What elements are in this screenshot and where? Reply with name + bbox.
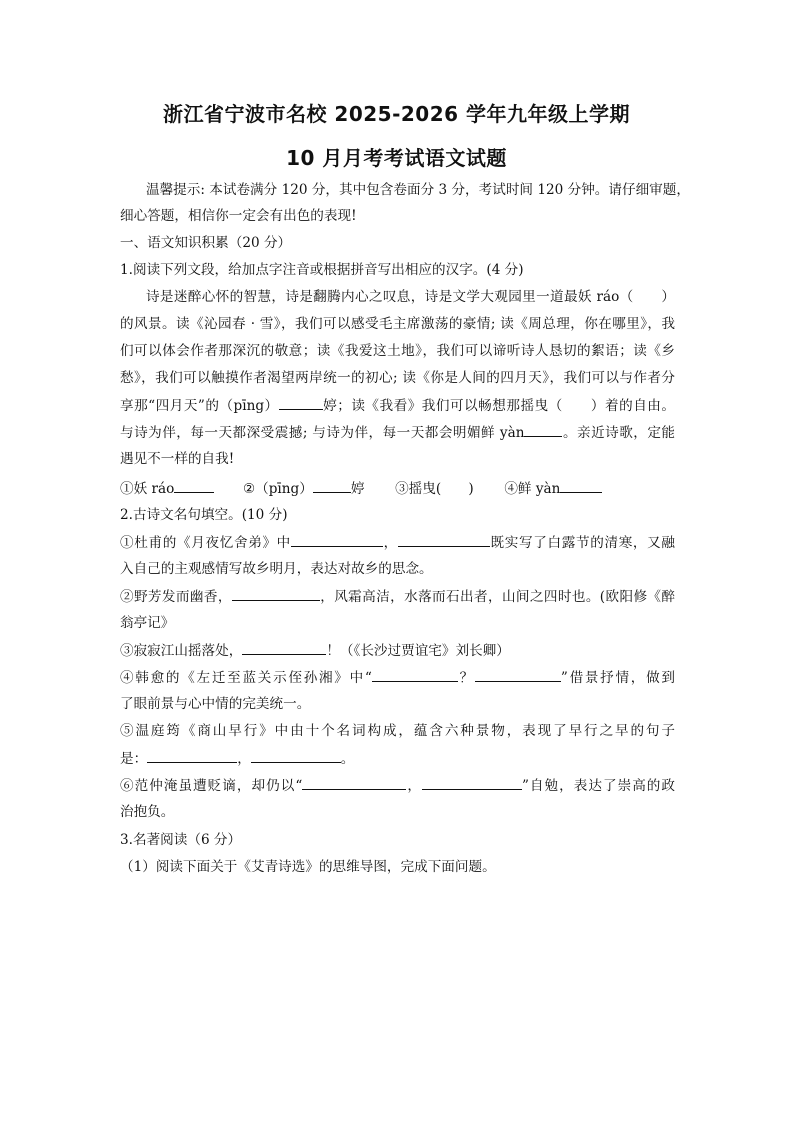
exam-title-line2: 10 月月考考试语文试题 bbox=[286, 146, 507, 170]
fill-text: ③寂寂江山摇落处， bbox=[120, 643, 243, 659]
passage-text: 婷；读《我看》我们可以畅想那摇曳（ ）着的自由。 bbox=[322, 398, 675, 414]
question-prompt: 1.阅读下列文段，给加点字注音或根据拼音写出相应的汉字。(4 分) bbox=[120, 262, 524, 278]
answer-blank[interactable] bbox=[174, 478, 214, 493]
answer-blank[interactable] bbox=[242, 640, 326, 655]
answer-blank[interactable] bbox=[279, 395, 323, 410]
fill-text: ，风霜高洁，水落而石出者，山间之四时也。(欧阳修《醉 bbox=[319, 589, 676, 605]
fill-text: ⑥范仲淹虽遭贬谪，却仍以“ bbox=[120, 778, 303, 794]
passage-line: 的风景。读《沁园春 · 雪》，我们可以感受毛主席激荡的豪情; 读《周总理，你在哪里》，我 bbox=[120, 316, 675, 332]
section-heading: 一、语文知识积累（20 分） bbox=[120, 235, 292, 251]
question-prompt: 2.古诗文名句填空。(10 分) bbox=[120, 507, 288, 523]
fill-line: 翁亭记》 bbox=[120, 615, 175, 631]
exam-title-line1: 浙江省宁波市名校 2025-2026 学年九年级上学期 bbox=[162, 102, 631, 126]
answer-options bbox=[120, 478, 675, 499]
notice-line: 温馨提示: 本试卷满分 120 分，其中包含卷面分 3 分，考试时间 120 分钟。请仔细审题， bbox=[146, 182, 690, 198]
answer-blank[interactable] bbox=[291, 532, 383, 547]
fill-text: 。 bbox=[340, 751, 355, 767]
option-4: ④鲜 yàn bbox=[504, 481, 561, 497]
fill-text: ②野芳发而幽香， bbox=[120, 589, 232, 605]
passage-line: 遇见不一样的自我! bbox=[120, 451, 235, 467]
fill-line bbox=[120, 532, 675, 553]
fill-text: 既实写了白露节的清寒，又融 bbox=[489, 535, 676, 551]
answer-blank[interactable] bbox=[313, 478, 351, 493]
passage-line: 们可以体会作者那深沉的敬意；读《我爱这土地》，我们可以谛听诗人恳切的絮语；读《乡 bbox=[120, 343, 675, 359]
answer-blank[interactable] bbox=[524, 422, 562, 437]
answer-blank[interactable] bbox=[560, 478, 602, 493]
fill-text: 是： bbox=[120, 751, 148, 767]
fill-text: ， bbox=[382, 535, 398, 551]
passage-line bbox=[120, 422, 675, 443]
fill-text: ④韩愈的《左迁至蓝关示侄孙湘》中“ bbox=[120, 670, 372, 686]
passage-line bbox=[120, 395, 675, 416]
answer-blank[interactable] bbox=[147, 748, 237, 763]
passage-text: 与诗为伴，每一天都深受震撼; 与诗为伴，每一天都会明媚鲜 yàn bbox=[120, 425, 525, 441]
fill-text: ”借景抒情，做到 bbox=[560, 670, 676, 686]
answer-blank[interactable] bbox=[372, 667, 458, 682]
answer-blank[interactable] bbox=[398, 532, 490, 547]
option-3: ③摇曳( ) bbox=[395, 481, 474, 497]
option-2-char: 婷 bbox=[350, 481, 365, 497]
fill-text: ”自勉，表达了崇高的政 bbox=[521, 778, 676, 794]
fill-text: ？ bbox=[457, 670, 475, 686]
answer-blank[interactable] bbox=[302, 775, 406, 790]
fill-line: 了眼前景与心中情的完美统一。 bbox=[120, 696, 311, 712]
fill-line bbox=[120, 667, 675, 688]
answer-blank[interactable] bbox=[232, 586, 320, 601]
fill-text: ①杜甫的《月夜忆舍弟》中 bbox=[120, 535, 291, 551]
fill-line: 入自己的主观感情写故乡明月，表达对故乡的思念。 bbox=[120, 561, 433, 577]
fill-line bbox=[120, 640, 675, 661]
fill-text: ， bbox=[406, 778, 422, 794]
fill-line bbox=[120, 586, 675, 607]
passage-text: 享那“四月天”的（pīng） bbox=[120, 398, 279, 414]
answer-blank[interactable] bbox=[475, 667, 561, 682]
option-2: ②（pīng） bbox=[242, 481, 313, 497]
fill-text: ， bbox=[237, 751, 251, 767]
notice-line: 细心答题，相信你一定会有出色的表现! bbox=[120, 208, 357, 224]
fill-line: ⑤温庭筠《商山早行》中由十个名词构成，蕴含六种景物，表现了早行之早的句子 bbox=[120, 723, 675, 739]
fill-text: ！（《长沙过贾谊宅》刘长卿） bbox=[326, 643, 510, 659]
passage-text: 。亲近诗歌，定能 bbox=[562, 425, 676, 441]
fill-line: 治抱负。 bbox=[120, 804, 175, 820]
fill-line bbox=[120, 775, 675, 796]
fill-line bbox=[120, 748, 675, 769]
option-1: ①妖 ráo bbox=[120, 481, 175, 497]
question-prompt: 3.名著阅读（6 分） bbox=[120, 832, 242, 848]
question-subprompt: （1）阅读下面关于《艾青诗选》的思维导图，完成下面问题。 bbox=[120, 859, 496, 875]
answer-blank[interactable] bbox=[422, 775, 522, 790]
passage-line: 愁》，我们可以触摸作者渴望两岸统一的初心; 读《你是人间的四月天》，我们可以与作者分 bbox=[120, 370, 675, 386]
answer-blank[interactable] bbox=[251, 748, 341, 763]
passage-line: 诗是迷醉心怀的智慧，诗是翻腾内心之叹息，诗是文学大观园里一道最妖 ráo（ ） bbox=[146, 289, 675, 305]
